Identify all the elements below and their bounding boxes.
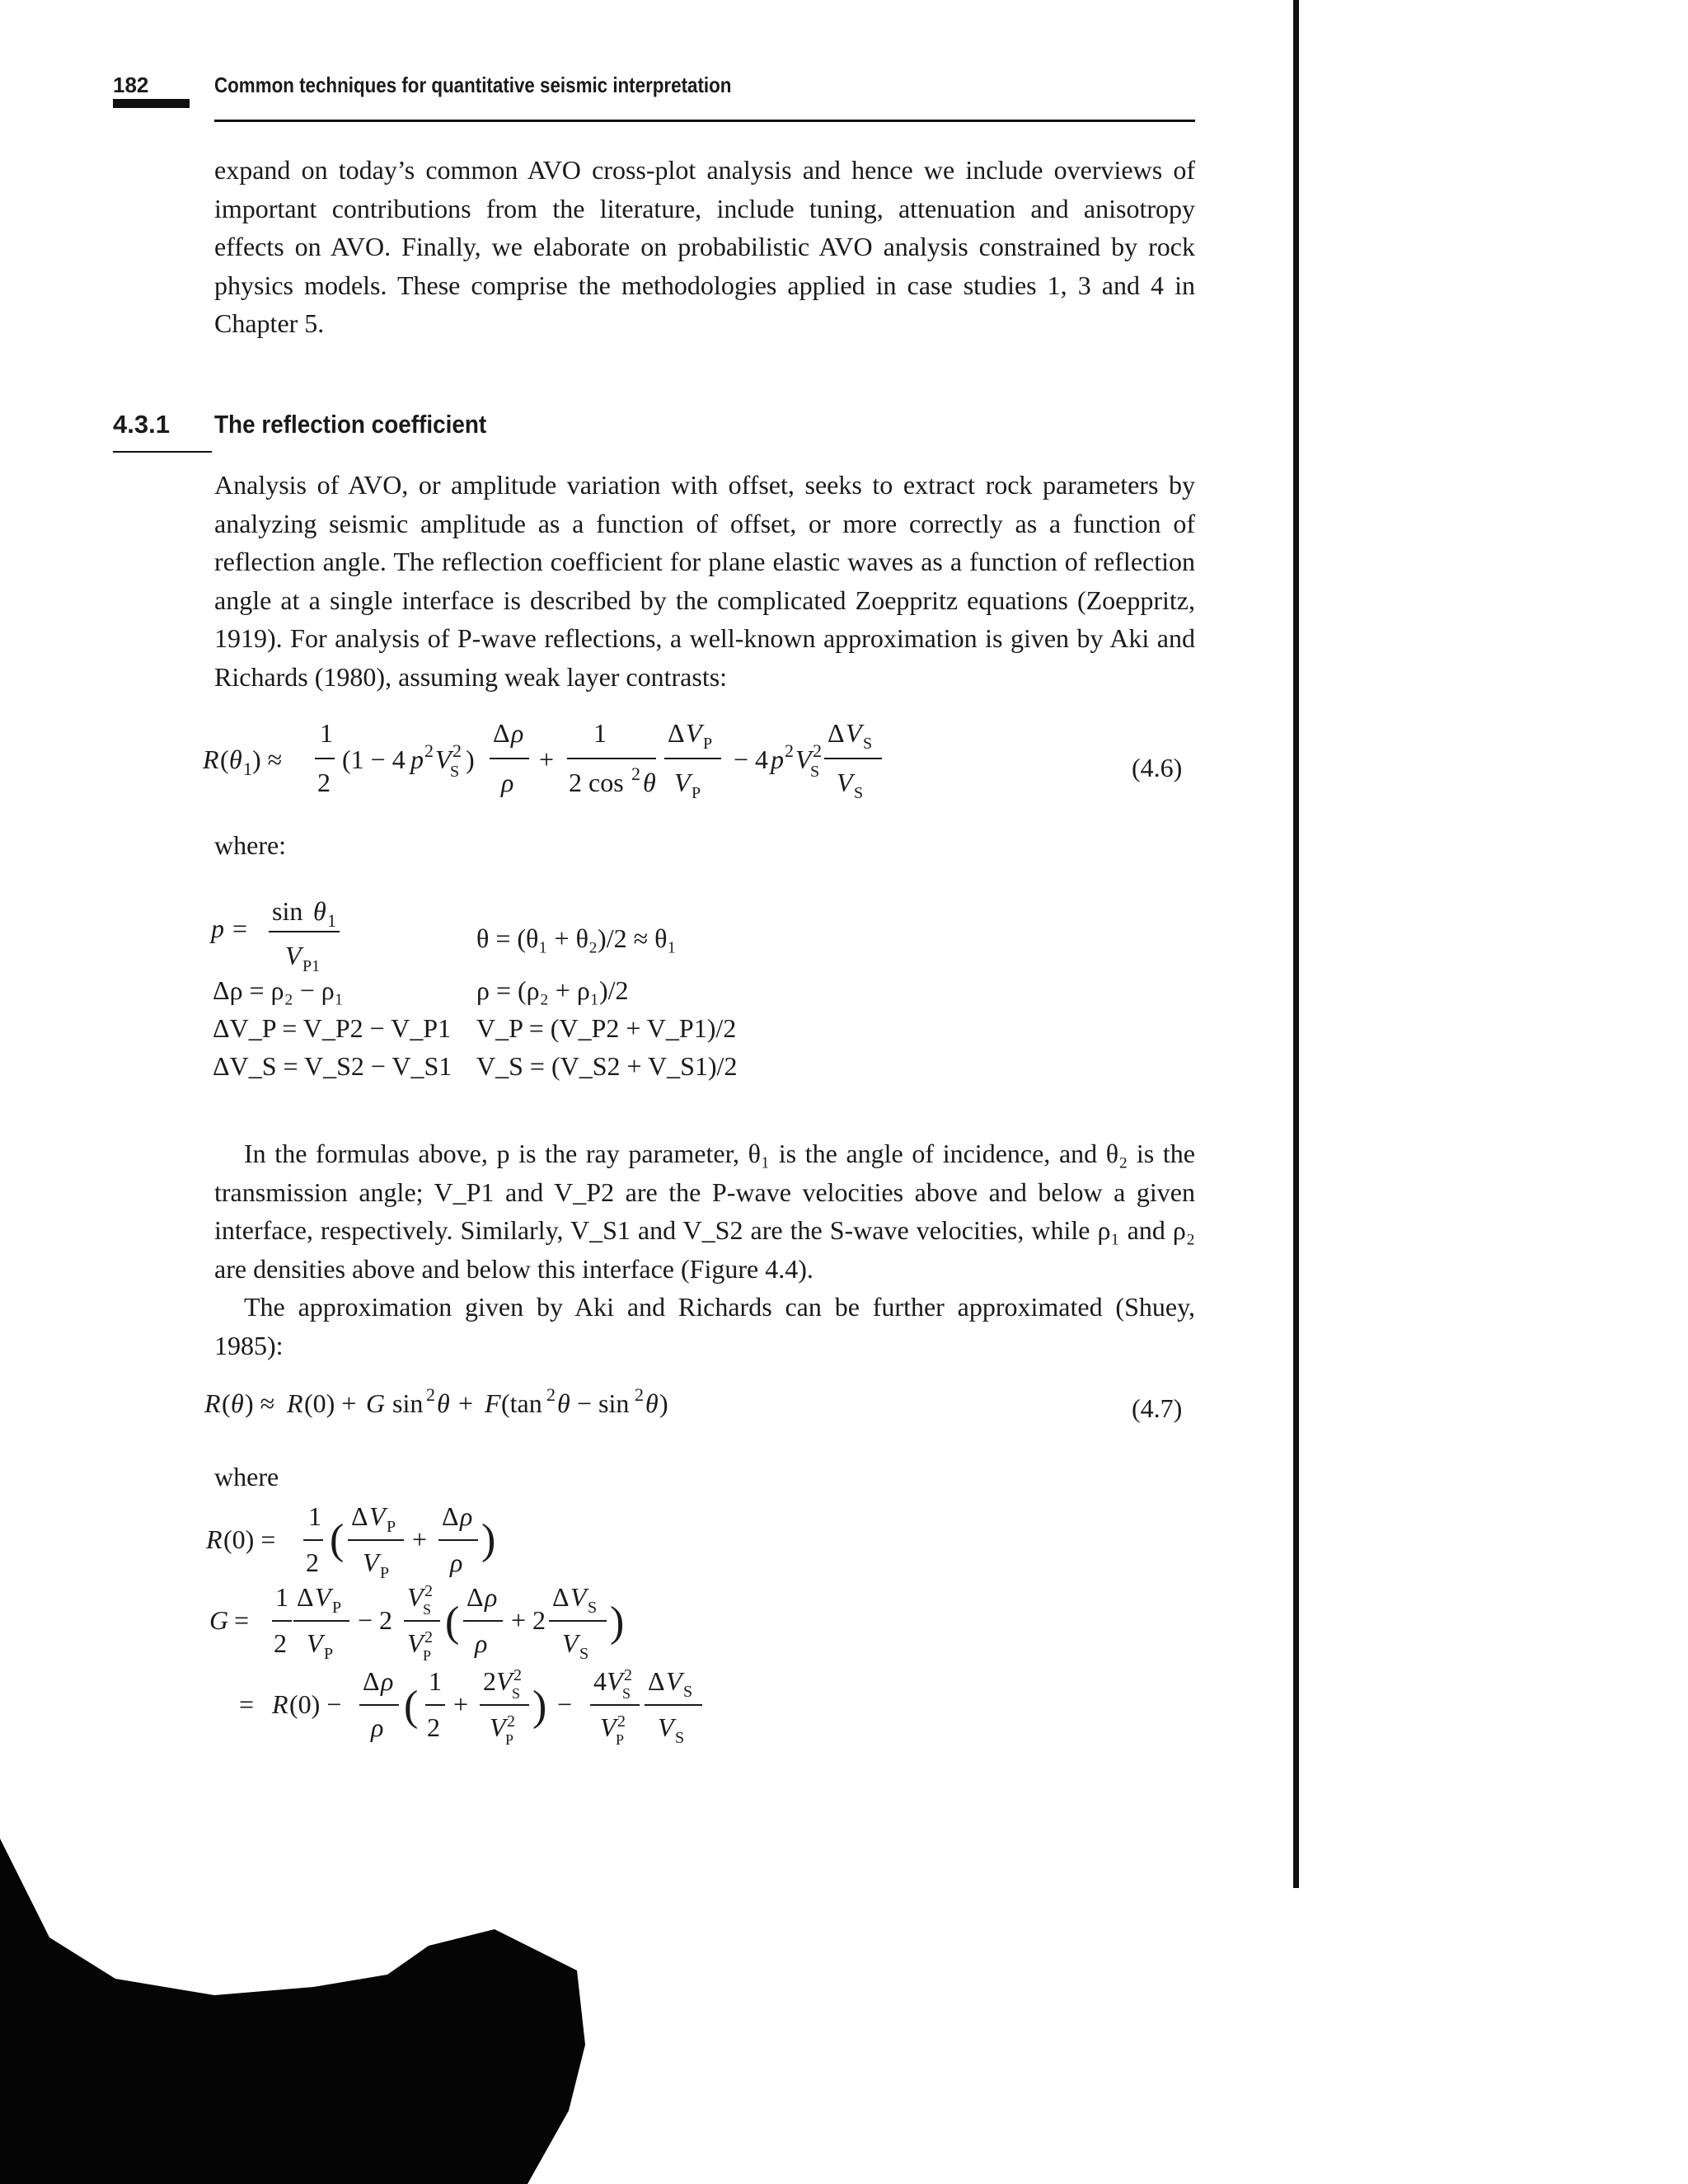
svg-text:4: 4 — [593, 1666, 607, 1696]
svg-text:2: 2 — [424, 1628, 433, 1646]
svg-text:(0) =: (0) = — [223, 1524, 276, 1554]
equation-number-4-6: (4.6) — [1132, 753, 1183, 782]
svg-text:S: S — [579, 1645, 589, 1663]
svg-text:2: 2 — [424, 740, 434, 761]
svg-text:V: V — [363, 1548, 379, 1577]
svg-text:sin: sin — [392, 1388, 424, 1418]
svg-text:(: ( — [220, 744, 229, 774]
svg-text:2: 2 — [306, 1548, 319, 1577]
svg-text:θ: θ — [313, 896, 326, 926]
svg-text:θ: θ — [557, 1388, 570, 1418]
svg-text:V: V — [562, 1628, 579, 1658]
where-label-2: where — [214, 1462, 279, 1491]
svg-text:=: = — [239, 1689, 255, 1719]
svg-text:Δ: Δ — [467, 1582, 484, 1612]
svg-text:Δ: Δ — [297, 1582, 314, 1612]
svg-text:1: 1 — [243, 759, 252, 779]
svg-text:V: V — [307, 1628, 323, 1658]
shuey-paragraph: The approximation given by Aki and Richards can be further approximated (Shuey, 1985): — [214, 1292, 1195, 1360]
definition-delta-vp: ΔV_P = V_P2 − V_P1 — [213, 1013, 452, 1043]
svg-text:+: + — [458, 1388, 474, 1418]
equation-r0 — [206, 1501, 552, 1590]
svg-text:−: − — [557, 1689, 573, 1719]
svg-text:V: V — [435, 744, 452, 774]
svg-text:+: + — [412, 1524, 428, 1554]
svg-text:ρ: ρ — [460, 1501, 473, 1531]
svg-text:2: 2 — [813, 740, 822, 761]
svg-text:V: V — [369, 1501, 386, 1531]
svg-text:G: G — [209, 1605, 229, 1635]
avo-paragraph: Analysis of AVO, or amplitude variation with offset, seeks to extract rock parameters by analyzing seismic amplitude as a function of offset, or more correctly as a function of reflection angle. The reflection coefficient for plane elastic waves as a function of reflection angle at a single interface is described by the complicated Zoeppritz equations (Zoeppritz, 1919). For analysis of P-wave reflections, a well-known approximation is given by Aki and Richards (1980), assuming weak layer contrasts: — [214, 470, 1195, 692]
svg-text:2: 2 — [624, 1666, 632, 1684]
svg-text:S: S — [675, 1729, 685, 1747]
svg-text:V: V — [285, 941, 302, 970]
svg-text:Δ: Δ — [828, 718, 845, 748]
svg-text:S: S — [588, 1599, 598, 1617]
svg-text:P: P — [505, 1731, 514, 1748]
svg-text:(1 − 4: (1 − 4 — [342, 744, 406, 774]
svg-text:2: 2 — [507, 1712, 515, 1731]
svg-text:1: 1 — [275, 1582, 288, 1612]
svg-text:S: S — [863, 735, 873, 753]
header-rule — [214, 120, 1195, 122]
svg-text:): ) — [532, 1683, 547, 1730]
svg-text:S: S — [512, 1685, 521, 1702]
svg-text:2: 2 — [546, 1384, 556, 1405]
svg-text:): ) — [659, 1388, 668, 1418]
svg-text:2: 2 — [617, 1712, 626, 1731]
svg-text:2: 2 — [317, 768, 331, 797]
svg-text:2: 2 — [274, 1628, 287, 1658]
svg-text:V: V — [496, 1666, 513, 1696]
svg-text:2: 2 — [424, 1582, 433, 1600]
svg-text:V: V — [570, 1582, 587, 1612]
svg-text:V: V — [607, 1666, 623, 1696]
svg-text:P1: P1 — [302, 957, 321, 975]
svg-text:Δ: Δ — [363, 1666, 380, 1696]
svg-text:2 cos: 2 cos — [569, 768, 624, 797]
definition-delta-rho: Δρ = ρ₂ − ρ₁ — [213, 975, 344, 1005]
svg-text:θ: θ — [437, 1388, 450, 1418]
equation-4-7 — [204, 1384, 781, 1429]
svg-text:+: + — [539, 744, 555, 774]
svg-text:=: = — [234, 1605, 250, 1635]
svg-text:p: p — [211, 914, 224, 943]
definition-vp: V_P = (V_P2 + V_P1)/2 — [476, 1013, 737, 1043]
svg-text:=: = — [232, 914, 248, 943]
svg-text:ρ: ρ — [450, 1548, 463, 1577]
definitions-left — [213, 971, 452, 1085]
section-rule — [113, 451, 212, 453]
intro-paragraph: expand on today’s common AVO cross-plot analysis and hence we include overviews of important contributions from the literature, include tuning, attenuation and anisotropy effects on AVO. Finally, we elaborate on probabilistic AVO analysis constrained by rock physics models. These comprise the methodologies applied in case studies 1, 3 and 4 in Chapter 5. — [214, 155, 1195, 338]
equation-number-4-7: (4.7) — [1132, 1393, 1183, 1423]
svg-text:P: P — [387, 1518, 396, 1536]
definition-delta-vs: ΔV_S = V_S2 − V_S1 — [213, 1051, 452, 1081]
svg-text:): ) — [610, 1599, 625, 1646]
svg-text:R: R — [206, 1524, 223, 1554]
svg-text:S: S — [622, 1685, 631, 1702]
svg-text:ρ: ρ — [371, 1712, 384, 1742]
svg-text:F: F — [485, 1388, 501, 1418]
svg-text:2: 2 — [483, 1666, 496, 1696]
svg-text:(: ( — [330, 1516, 345, 1563]
svg-text:V: V — [600, 1712, 617, 1742]
svg-text:ρ: ρ — [501, 768, 514, 797]
svg-text:Δ: Δ — [668, 718, 685, 748]
svg-text:+ 2: + 2 — [511, 1605, 546, 1635]
svg-text:V: V — [846, 718, 862, 748]
svg-text:P: P — [703, 735, 713, 753]
svg-text:1: 1 — [308, 1501, 321, 1531]
svg-text:ρ: ρ — [475, 1628, 488, 1658]
svg-text:Δ: Δ — [493, 718, 510, 748]
page-number-bar — [113, 99, 190, 108]
section-number: 4.3.1 — [113, 410, 170, 439]
svg-text:sin: sin — [272, 896, 303, 926]
svg-text:S: S — [810, 763, 820, 781]
svg-text:1: 1 — [320, 718, 333, 748]
svg-text:): ) — [466, 744, 475, 774]
svg-text:(0) −: (0) − — [289, 1689, 342, 1719]
svg-text:2: 2 — [785, 740, 794, 761]
svg-text:− 2: − 2 — [358, 1605, 393, 1635]
svg-text:p: p — [410, 744, 424, 774]
svg-text:R: R — [203, 744, 219, 774]
where-label: where: — [214, 830, 287, 860]
svg-text:ρ: ρ — [381, 1666, 394, 1696]
svg-text:P: P — [332, 1599, 342, 1617]
svg-text:V: V — [666, 1666, 682, 1696]
svg-text:ρ: ρ — [511, 718, 524, 748]
svg-text:+: + — [453, 1689, 469, 1719]
svg-text:(: ( — [404, 1683, 419, 1730]
svg-text:V: V — [686, 718, 702, 748]
svg-text:P: P — [616, 1731, 625, 1748]
svg-text:θ: θ — [229, 744, 242, 774]
svg-text:V: V — [490, 1712, 506, 1742]
svg-text:Δ: Δ — [552, 1582, 570, 1612]
svg-text:V: V — [407, 1582, 424, 1612]
formulas-paragraph: In the formulas above, p is the ray parameter, θ₁ is the angle of incidence, and θ₂ is the transmission angle; V_P1 and V_P2 are the P-wave velocities above and below a given interface, respectively. Similarly, V_S1 and V_S2 are the S-wave velocities, while ρ₁ and ρ₂ are densities above and below this interface (Figure 4.4). — [214, 1139, 1195, 1284]
svg-text:V: V — [658, 1712, 674, 1742]
svg-text:2: 2 — [427, 1712, 440, 1742]
svg-text:G: G — [366, 1388, 386, 1418]
svg-text:V: V — [674, 768, 691, 797]
svg-text:V: V — [407, 1628, 424, 1658]
svg-text:R: R — [204, 1388, 221, 1418]
svg-text:(0) +: (0) + — [304, 1388, 357, 1418]
svg-text:): ) — [481, 1516, 496, 1563]
svg-text:S: S — [854, 784, 864, 802]
scan-smudge — [0, 1839, 824, 2184]
svg-text:2: 2 — [452, 740, 462, 761]
equation-g — [206, 1582, 717, 1763]
svg-text:1: 1 — [327, 910, 336, 931]
section-title: The reflection coefficient — [214, 410, 487, 439]
svg-text:S: S — [450, 763, 460, 781]
svg-text:2: 2 — [513, 1666, 522, 1684]
svg-text:) ≈: ) ≈ — [252, 744, 283, 774]
definition-theta: θ = (θ₁ + θ₂)/2 ≈ θ₁ — [476, 923, 677, 953]
svg-text:R: R — [287, 1388, 303, 1418]
svg-text:2: 2 — [635, 1384, 644, 1405]
running-title: Common techniques for quantitative seismic interpretation — [214, 73, 732, 97]
svg-text:(: ( — [445, 1599, 460, 1646]
svg-text:V: V — [837, 768, 853, 797]
svg-text:θ: θ — [645, 1388, 659, 1418]
svg-text:S: S — [683, 1683, 693, 1701]
definition-rho: ρ = (ρ₂ + ρ₁)/2 — [476, 975, 629, 1005]
svg-text:1: 1 — [593, 718, 607, 748]
svg-text:V: V — [315, 1582, 331, 1612]
svg-text:R: R — [272, 1689, 288, 1719]
svg-text:Δ: Δ — [648, 1666, 665, 1696]
page-binding-edge — [1293, 0, 1299, 1888]
svg-text:2: 2 — [426, 1384, 435, 1405]
p-definition — [206, 896, 371, 981]
svg-text:(tan: (tan — [501, 1388, 542, 1418]
svg-text:(: ( — [222, 1388, 231, 1418]
svg-text:θ: θ — [231, 1388, 244, 1418]
svg-text:θ: θ — [643, 768, 656, 797]
svg-text:2: 2 — [631, 763, 640, 784]
svg-text:ρ: ρ — [485, 1582, 498, 1612]
svg-text:Δ: Δ — [351, 1501, 368, 1531]
svg-text:1: 1 — [429, 1666, 442, 1696]
svg-text:P: P — [423, 1647, 432, 1664]
definitions-right — [476, 919, 737, 1085]
svg-text:P: P — [692, 784, 701, 802]
svg-text:V: V — [795, 744, 812, 774]
svg-text:− 4: − 4 — [734, 744, 769, 774]
svg-text:S: S — [423, 1601, 432, 1618]
equation-4-6 — [198, 717, 940, 816]
svg-text:P: P — [324, 1645, 334, 1663]
svg-text:) ≈: ) ≈ — [245, 1388, 275, 1418]
page-number: 182 — [113, 73, 149, 97]
svg-text:p: p — [771, 744, 784, 774]
svg-text:− sin: − sin — [577, 1388, 630, 1418]
svg-text:P: P — [380, 1564, 390, 1582]
svg-text:Δ: Δ — [442, 1501, 459, 1531]
definition-vs: V_S = (V_S2 + V_S1)/2 — [476, 1051, 738, 1081]
